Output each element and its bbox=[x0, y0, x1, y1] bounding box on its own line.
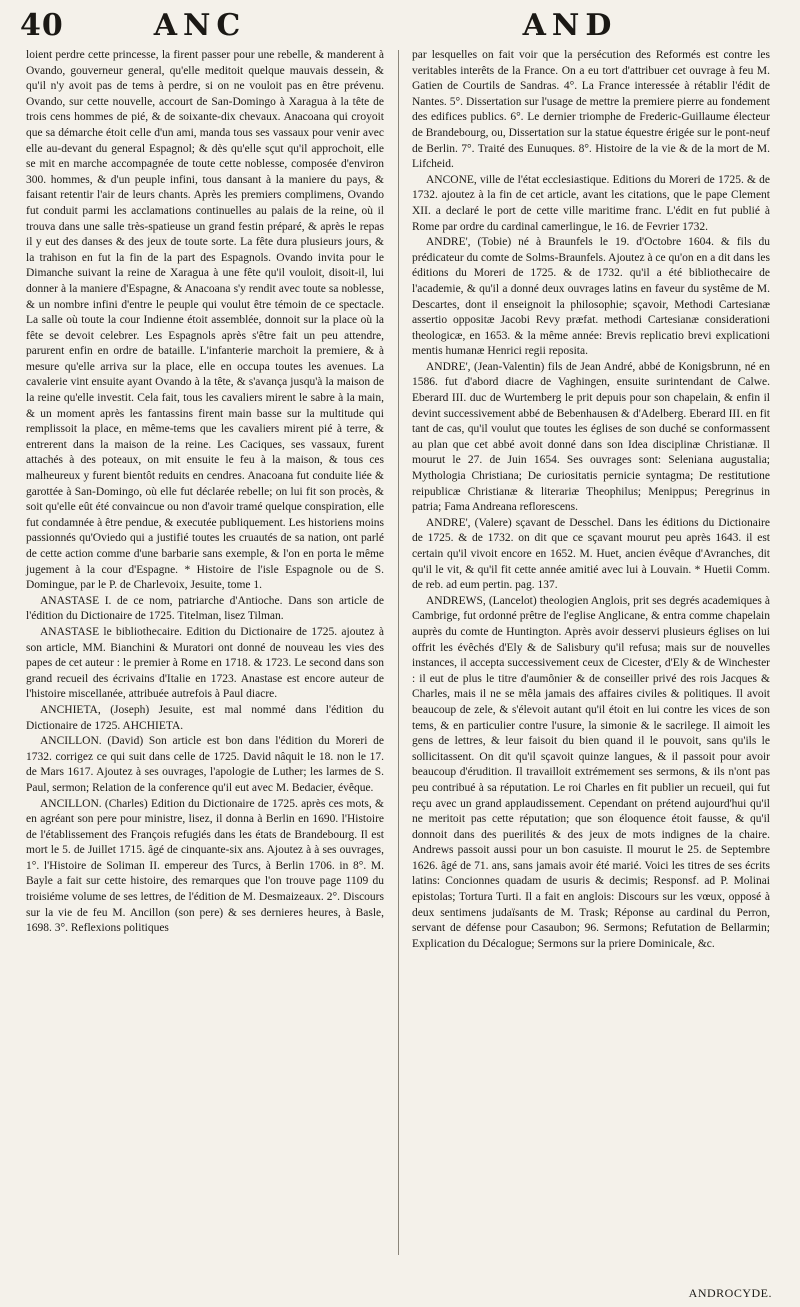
entry-ancone: ANCONE, ville de l'état ecclesiastique. Editions du Moreri de 1725. & de 1732. ajoutez à la fin de cet article, avant les citations, que le pape Clement XII. a declaré le port de cette ville maritime franc. L'édit en fut publié à Rome par ordre du cardinal camerlingue, le 16. de Fevrier 1732. bbox=[412, 173, 770, 233]
entry-anastase-i: ANASTASE I. de ce nom, patriarche d'Antioche. Dans son article de l'édition du Dictionaire de 1725. Titelman, lisez Tilman. bbox=[26, 594, 384, 623]
catchword: ANDROCYDE. bbox=[688, 1286, 772, 1300]
entry-paragraph: loient perdre cette princesse, la firent passer pour une rebelle, & manderent à Ovando, gouverneur general, qu'elle meditoit quelque mauvais dessein, & qu'il n'y avoit pas de tems à perdre, si on ne vouloit pas en être prévenu. Ovando, sur cette nouvelle, accourt de San-Domingo à Xaragua à la tête de trois cens hommes de pié, & de soixante-dix chevaux. Anacoana qui croyoit que sa démarche étoit celle d'un ami, manda tous ses vassaux pour venir avec elle au-devant du general Espagnol; & dès qu'elle sçut qu'il approchoit, elle se mit en marche accompagnée de toute cette noblesse, composée d'environ 300. hommes, & d'un peuple infini, tous dansant à la maniere du pays, & faisant retentir l'air de leurs chants. Après les premiers complimens, Ovando fut conduit parmi les acclamations continuelles au palais de la reine, où il trouva dans une salle très-spatieuse un grand festin préparé, & après le repas il y eut des danses & des jeux de toute sorte. La fête dura plusieurs jours, & la trahison en fut la fin de la part des Espagnols. Ovando invita pour le Dimanche suivant la reine de Xaragua à une fête qu'il vouloit, disoit-il, lui donner à la maniere d'Espagne, & Anacoana s'y rendit avec toute sa noblesse, & un nombre infini d'entre le peuple qui voulut être témoin de ce spectacle. La salle où toute la cour Indienne étoit assemblée, donnoit sur la place où la fête se devoit celebrer. Les Espagnols après s'être fait un peu attendre, parurent enfin en ordre de bataille. L'infanterie marchoit la premiere, & à mesure qu'elle arriva sur la place, elle en occupa toutes les avenues. La cavalerie vint ensuite ayant Ovando à la tête, & s'avança jusqu'à la maison de la reine qu'elle investit. Cela fait, tous les cavaliers mirent le sabre à la main, & un moment après les fantassins firent main basse sur la multitude qui remplissoit la place, en même-tems que les cavaliers mirent pié à terre, & entrerent dans la maison de la reine. Les Caciques, ses vassaux, furent attachés à des poteaux, on mit ensuite le feu à la maison, & tous ces malheureux y furent bientôt reduits en cendres. Anacoana fut conduite liée & garottée à San-Domingo, où elle fut déclarée rebelle; on lui fit son procès, & soit qu'elle eût été convaincue ou non d'avoir tramé quelque conspiration, elle fut condamnée à être pendue, & executée publiquement. Les historiens moins passionnés qu'Oviedo qui a justifié toutes les cruautés de sa nation, ont parlé de cette action comme d'une barbarie sans exemple, & l'on en porta le même jugement à la cour d'Espagne. * Histoire de l'isle Espagnole ou de S. Domingue, par le P. de Charlevoix, Jesuite, tome 1. bbox=[26, 49, 384, 592]
left-column bbox=[26, 48, 384, 937]
entry-ancillon-continued: par lesquelles on fait voir que la persécution des Reformés est contre les veritables interêts de la France. On a eu tort d'attribuer cet ouvrage à feu M. Gatien de Courtils de Sandras. 4°. La France interessée à rétablir l'édit de Nantes. 5°. Dissertation sur l'usage de mettre la premiere pierre au fondement des edifices publics. 6°. Le dernier triomphe de Frederic-Guillaume électeur de Brandebourg, ou, Dissertation sur la statue équestre érigée sur le pont-neuf de Berlin. 7°. Traité des Eunuques. 8°. Histoire de la vie & de la mort de M. Lifcheid. bbox=[412, 49, 770, 171]
right-column-heading: AND bbox=[522, 8, 618, 43]
right-column bbox=[412, 48, 770, 952]
entry-anchieta: ANCHIETA, (Joseph) Jesuite, est mal nommé dans l'édition du Dictionaire de 1725. AHCHIETA. bbox=[26, 703, 384, 732]
column-divider bbox=[398, 50, 399, 1255]
page-number: 40 bbox=[20, 8, 64, 43]
entry-andre-tobie: ANDRE', (Tobie) né à Braunfels le 19. d'Octobre 1604. & fils du prédicateur du comte de Solms-Braunfels. Ajoutez à ce qu'on en a dit dans les éditions du Moreri de 1725. & de 1732. qu'il a été bibliothecaire de l'academie, & qu'il a donné deux ouvrages latins en faveur du systême de M. Descartes, dont il enseignoit la philosophie; sçavoir, Methodi Cartesianæ assertio oppositæ Jacobi Revy præfat. methodi Cartesianæ considerationi theologicæ, en 1653. & la même année: Brevis replicatio brevi explicationi mentis humanæ Henrici regii reposita. bbox=[412, 236, 770, 358]
entry-ancillon-charles: ANCILLON. (Charles) Edition du Dictionaire de 1725. après ces mots, & en agréant son pere pour ministre, lisez, il donna à Berlin en 1690. l'Histoire de l'établissement des François refugiés dans les états de Brandebourg. Il est mort le 5. de Juillet 1715. âgé de cinquante-six ans. Ajoutez à à ses ouvrages, 1°. l'Histoire de Soliman II. empereur des Turcs, à Berlin 1706. in 8°. M. Bayle a fait sur cette histoire, des remarques que l'on trouve page 1109 du troisiéme volume de ses lettres, de l'édition de M. Desmaizeaux. 2°. Discours sur la vie de feu M. Ancillon (son pere) & ses dernieres heures, à Basle, 1698. 3°. Reflexions politiques bbox=[26, 797, 384, 935]
running-header bbox=[0, 8, 800, 52]
entry-andre-valere: ANDRE', (Valere) sçavant de Desschel. Dans les éditions du Dictionaire de 1725. & de 1732. on dit que ce sçavant mourut peu après 1643. il est certain qu'il vivoit encore en 1652. M. Huet, ancien évêque d'Avranches, dit qu'il le vit, & qu'il fit cette année amitié avec lui à Louvain. * Huetii Comm. de reb. ad eum pertin. pag. 137. bbox=[412, 516, 770, 592]
entry-andrews-lancelot: ANDREWS, (Lancelot) theologien Anglois, prit ses degrés academiques à Cambrige, fut ordonné prêtre de l'eglise Anglicane, & entra comme chapelain auprès du comte de Huntington. Après avoir desservi plusieurs églises on lui offrit les évêchés d'Ely & de Salisbury qu'il refusa; mais sur de nouvelles instances, il accepta successivement ceux de Cicester, d'Ely & de Winchester : il eut de plus le titre d'aumônier & de conseiller privé des rois Jacques & Charles, mais il ne se mêla jamais des affaires civiles & politiques. Il avoit beaucoup de zele, & s'élevoit autant qu'il étoit en lui contre les vices de son tems, & en particulier contre l'usure, la simonie & le sacrilege. Il aimoit les gens de lettres, & leur faisoit du bien quand il le pouvoit, sans qu'ils le sollicitassent. On dit qu'il sçavoit quinze langues, & il passoit pour avoir beaucoup d'érudition. Il travailloit extrémement ses sermons, & ils n'ont pas peu contribué à sa réputation. Le roi Charles en fit publier un recueil, qui fut reçu avec un grand applaudissement. Cependant on prétend aujourd'hui qu'il ne meritoit pas cette réputation; que son éloquence étoit fausse, & qu'il donnoit dans des puerilités & des jeux de mots indignes de la chaire. Andrews passoit aussi pour un bon casuiste. Il mourut le 25. de Septembre 1626. âgé de 71. ans, sans jamais avoir été marié. Voici les titres de ses écrits latins: Concionnes quadam de usuris & decimis; Responsf. ad P. Molinai epistolas; Tortura Turti. Il a fait en anglois: Discours sur les vœux, opposé à deux sentimens judaïsants de M. Trask; Réponse au cardinal du Perron, servant de défense pour Casaubon; 96. Sermons; Refutation de Bellarmin; Explication du Décalogue; Sermons sur la priere Dominicale, &c. bbox=[412, 594, 770, 950]
left-column-heading: ANC bbox=[153, 8, 247, 43]
entry-ancillon-david: ANCILLON. (David) Son article est bon dans l'édition du Moreri de 1732. corrigez ce qui suit dans celle de 1725. David nâquit le 18. non le 17. de Mars 1617. Ajoutez à ses ouvrages, l'apologie de Luther; les larmes de S. Paul, sermon; Relation de la conference qu'il eut avec M. Bedacier, évêque. bbox=[26, 735, 384, 794]
entry-andre-jean-valentin: ANDRE', (Jean-Valentin) fils de Jean André, abbé de Konigsbrunn, né en 1586. fut d'abord diacre de Vaghingen, ensuite surintendant de Calwe. Eberard III. duc de Wurtemberg le prit depuis pour son chapelain, & enfin il devint successivement abbé de Bebenhausen & d'Adelberg. Eberard III. en fit tant de cas, qu'il voulut que toutes les églises de son duché se conformassent au plan que cet abbé avoit donné dans son Idea disciplinæ Christianæ. Il mourut le 27. de Juin 1654. Ses ouvrages sont: Seleniana augustalia; Mythologia Christiana; De curiositatis pernicie syntagma; De restitutione reipublicæ Christianæ & literariæ Theophilus; Menippus; Peregrinus in patria; Fama Andreana reflorescens. bbox=[412, 360, 770, 514]
entry-anastase-bibliothecaire: ANASTASE le bibliothecaire. Edition du Dictionaire de 1725. ajoutez à son article, MM. Bianchini & Muratori ont donné de nouveau les vies des papes de cet auteur : le premier à Rome en 1718. & 1723. Le second dans son grand recueil des écrivains d'Italie en 1723. Anastase est encore auteur de l'histoire miscellanée, attribuée autrefois à Paul diacre. bbox=[26, 625, 384, 701]
